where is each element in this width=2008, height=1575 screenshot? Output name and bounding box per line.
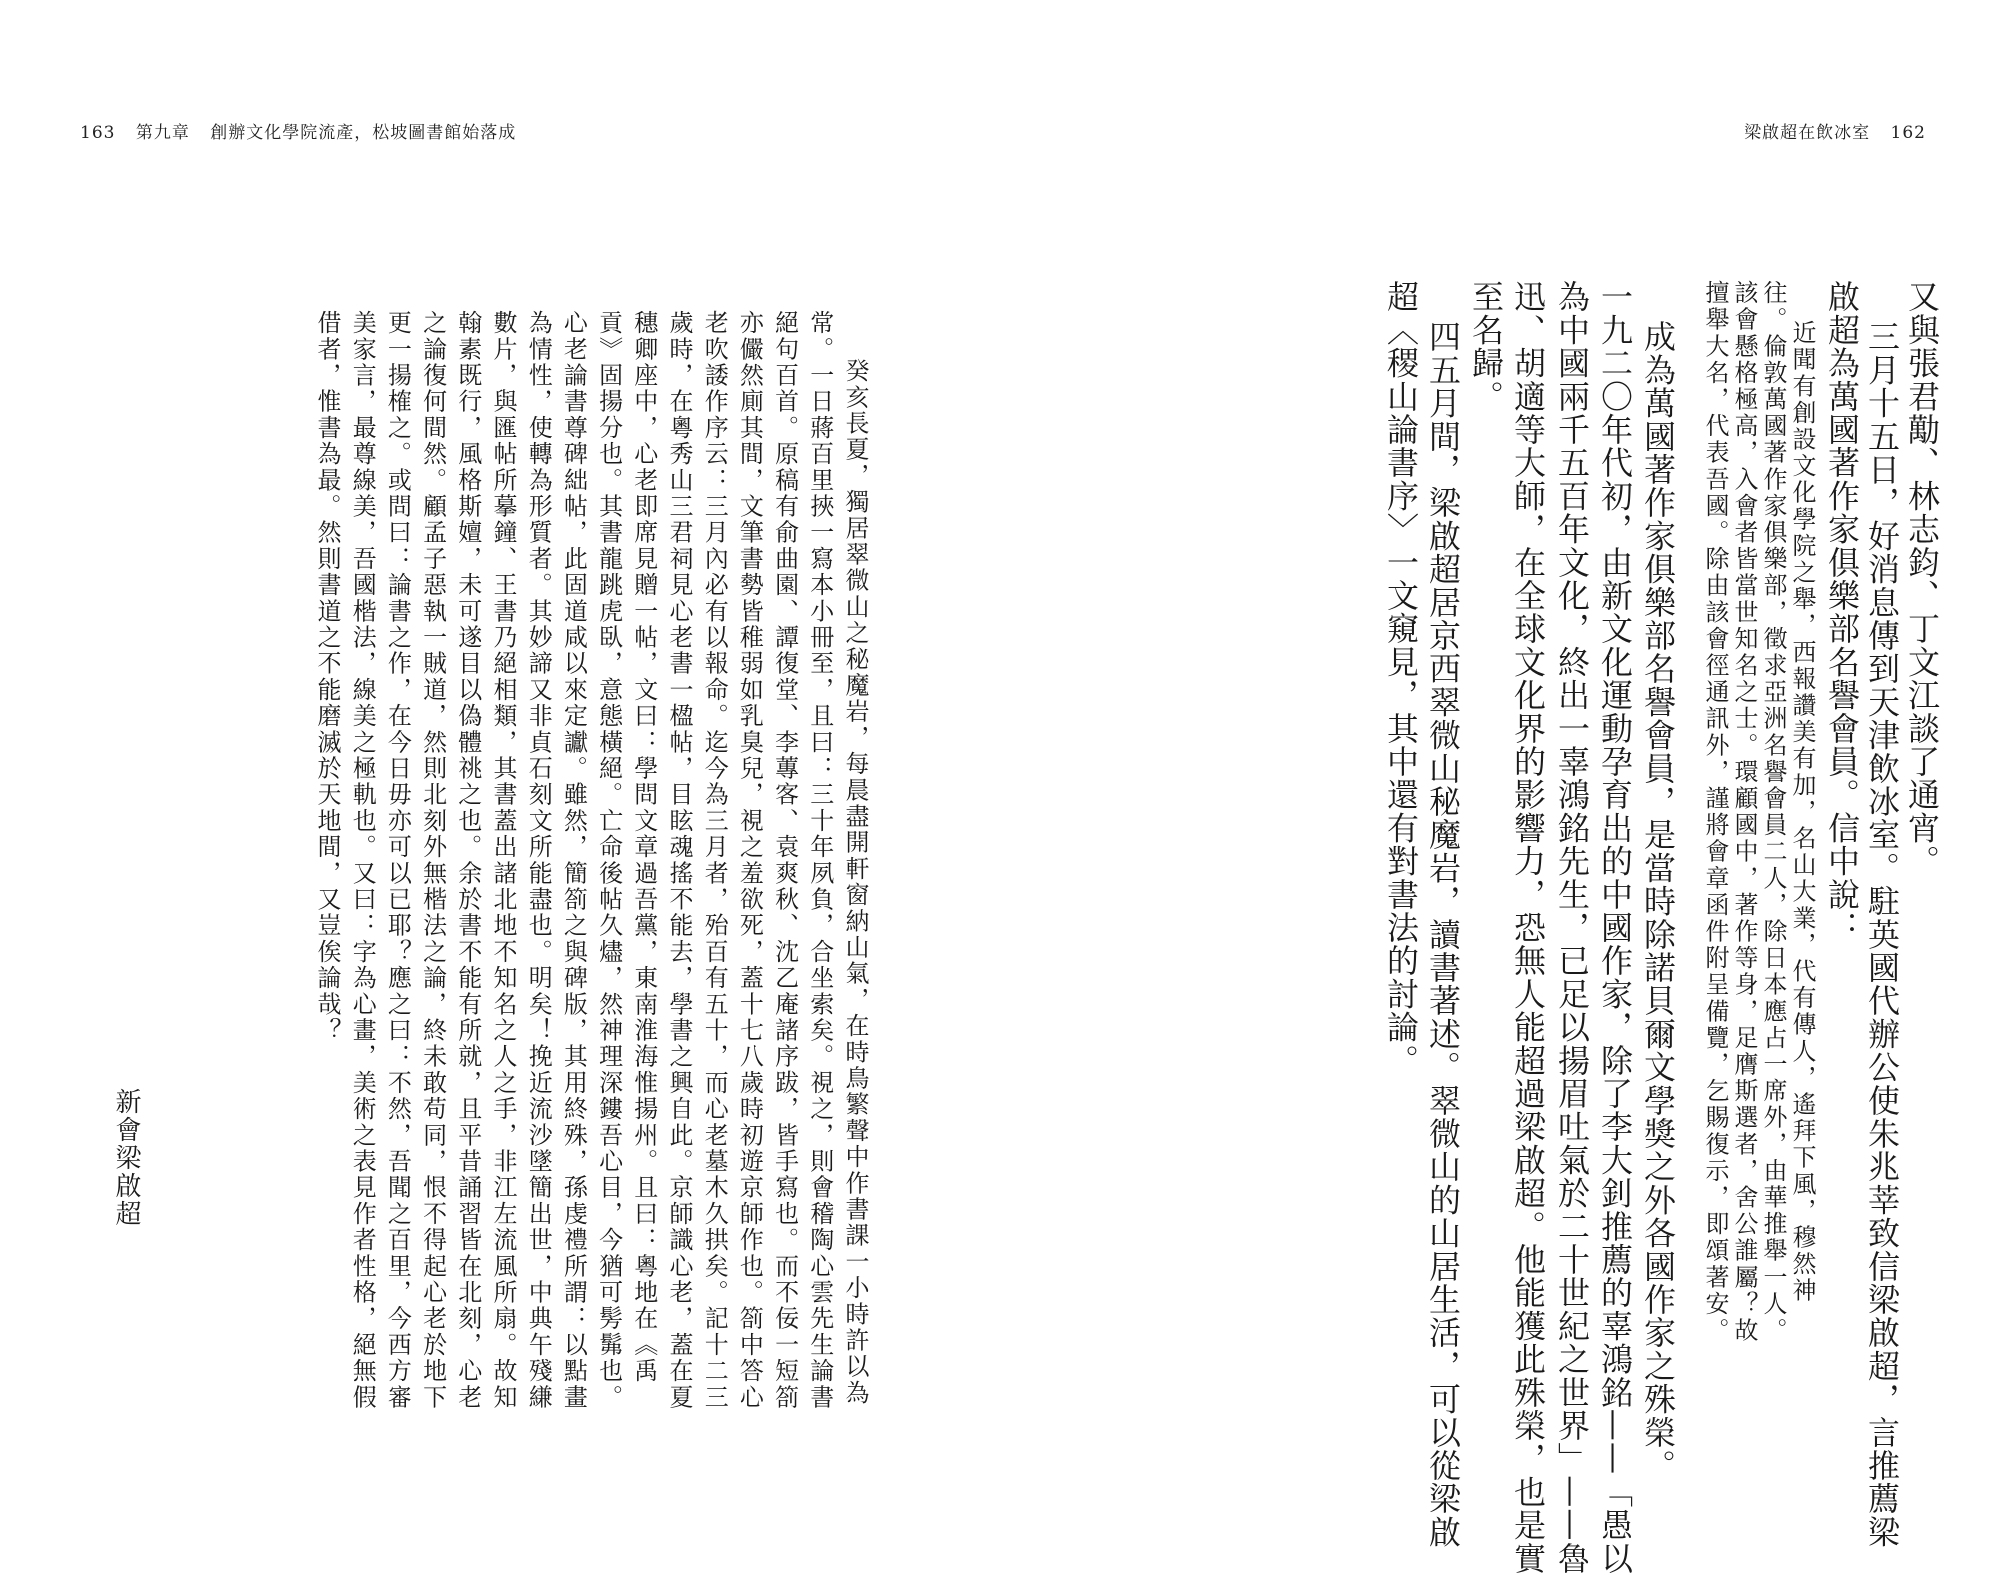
body-text-column: 至名歸。: [1467, 280, 1505, 413]
preface-text-column: 穗卿座中，心老即席見贈一帖，文曰：學問文章過吾黨，東南淮海惟揚州。且曰：粵地在《禹: [629, 310, 658, 1385]
author-signature: 新會梁啟超: [111, 1088, 141, 1228]
preface-text-column: 常。一日蔣百里挾一寫本小冊至，且曰：三十年夙負，合坐索矣。視之，則會稽陶心雲先生論書: [805, 310, 834, 1411]
preface-text-column: 癸亥長夏，獨居翠微山之秘魔岩，每晨盡開軒窗納山氣，在時鳥繁聲中作書課一小時許以為: [841, 358, 869, 1406]
preface-text-column: 亦儼然廁其間，文筆書勢皆稚弱如乳臭兒，視之羞欲死，蓋十七八歲時初遊京師作也。箚中答心: [735, 310, 764, 1411]
preface-text-column: 貢》固揚分也。其書龍跳虎臥，意態橫絕。亡命後帖久燼，然神理深鏤吾心目，今猶可髣髴也。: [594, 310, 623, 1411]
preface-text-column: 歲時，在粵秀山三君祠見心老書一楹帖，目眩魂搖不能去，學書之興自此。京師識心老，蓋在夏: [665, 310, 693, 1411]
right-page-header: [1730, 118, 1926, 143]
preface-text-column: 翰素既行，風格斯嬗，未可遂目以偽體祧之也。余於書不能有所就，且平昔誦習皆在北刻，心老: [453, 310, 482, 1411]
left-chapter-label: 第九章: [135, 123, 190, 143]
body-text-column: 又與張君勱、林志鈞、丁文江談了通宵。: [1903, 280, 1941, 878]
body-text-column: 一九二〇年代初，由新文化運動孕育出的中國作家，除了李大釗推薦的辜鴻銘——「愚以: [1596, 280, 1634, 1575]
body-text-column: 為中國兩千五百年文化，終出一辜鴻銘先生，已足以揚眉吐氣於二十世紀之世界」——魯: [1553, 280, 1591, 1575]
letter-quote-column: 擅舉大名，代表吾國。除由該會徑通訊外，謹將會章函件附呈備覽，乞賜復示，即頌著安。: [1701, 280, 1729, 1344]
left-chapter-title: 創辦文化學院流產，松坡圖書館始落成: [210, 123, 517, 143]
left-page-number: 163: [80, 123, 116, 143]
letter-quote-column: 往。倫敦萬國著作家俱樂部，徵求亞洲名譽會員二人，除日本應占一席外，由華推舉一人。: [1759, 280, 1787, 1344]
body-text-column: 啟超為萬國著作家俱樂部名譽會員。信中說：: [1823, 280, 1861, 944]
left-page-header: [80, 118, 530, 143]
letter-quote-column: 近聞有創設文化學院之舉，西報讚美有加，名山大業，代有傳人，遙拜下風，穆然神: [1788, 320, 1816, 1305]
right-page-number: 162: [1890, 123, 1926, 143]
body-text-column: 迅、胡適等大師，在全球文化界的影響力，恐無人能超過梁啟超。他能獲此殊榮，也是實: [1509, 280, 1547, 1575]
preface-text-column: 心老論書尊碑絀帖，此固道咸以來定讞。雖然，簡箚之與碑版，其用終殊，孫虔禮所謂：以點畫: [559, 310, 588, 1411]
right-book-title: 梁啟超在飲冰室: [1744, 123, 1871, 143]
preface-text-column: 絕句百首。原稿有俞曲園、譚復堂、李蓴客、袁爽秋、沈乙庵諸序跋，皆手寫也。而不佞一短箚: [770, 310, 799, 1411]
preface-text-column: 之論復何間然。顧孟子惡執一賊道，然則北刻外無楷法之論，終未敢苟同，恨不得起心老於地下: [418, 310, 447, 1411]
preface-text-column: 數片，與匯帖所摹鐘、王書乃絕相類，其書蓋出諸北地不知名之人之手，非江左流風所扇。故知: [489, 310, 517, 1411]
body-text-column: 三月十五日，好消息傳到天津飲冰室。駐英國代辦公使朱兆莘致信梁啟超，言推薦梁: [1863, 320, 1901, 1549]
preface-text-column: 更一揚榷之。或問曰：論書之作，在今日毋亦可以已耶？應之曰：不然，吾聞之百里，今西方審: [383, 310, 412, 1411]
preface-text-column: 為情性，使轉為形質者。其妙諦又非貞石刻文所能盡也。明矣！挽近流沙墜簡出世，中典午殘縑: [524, 310, 553, 1411]
body-text-column: 四五月間，梁啟超居京西翠微山秘魔岩，讀書著述。翠微山的山居生活，可以從梁啟: [1424, 320, 1462, 1549]
preface-text-column: 美家言，最尊線美，吾國楷法，線美之極軌也。又曰：字為心畫，美術之表見作者性格，絕無假: [348, 310, 377, 1411]
body-text-column: 成為萬國著作家俱樂部名譽會員，是當時除諾貝爾文學獎之外各國作家之殊榮。: [1639, 320, 1677, 1482]
preface-text-column: 借者，惟書為最。然則書道之不能磨滅於天地間，又豈俟論哉？: [313, 310, 341, 1044]
preface-text-column: 老吹諉作序云：三月內必有以報命。迄今為三月者，殆百有五十，而心老墓木久拱矣。記十二三: [700, 310, 729, 1411]
letter-quote-column: 該會懸格極高，入會者皆當世知名之士。環顧國中，著作等身，足膺斯選者，舍公誰屬？故: [1730, 280, 1758, 1344]
body-text-column: 超〈稷山論書序〉一文窺見，其中還有對書法的討論。: [1382, 280, 1420, 1077]
